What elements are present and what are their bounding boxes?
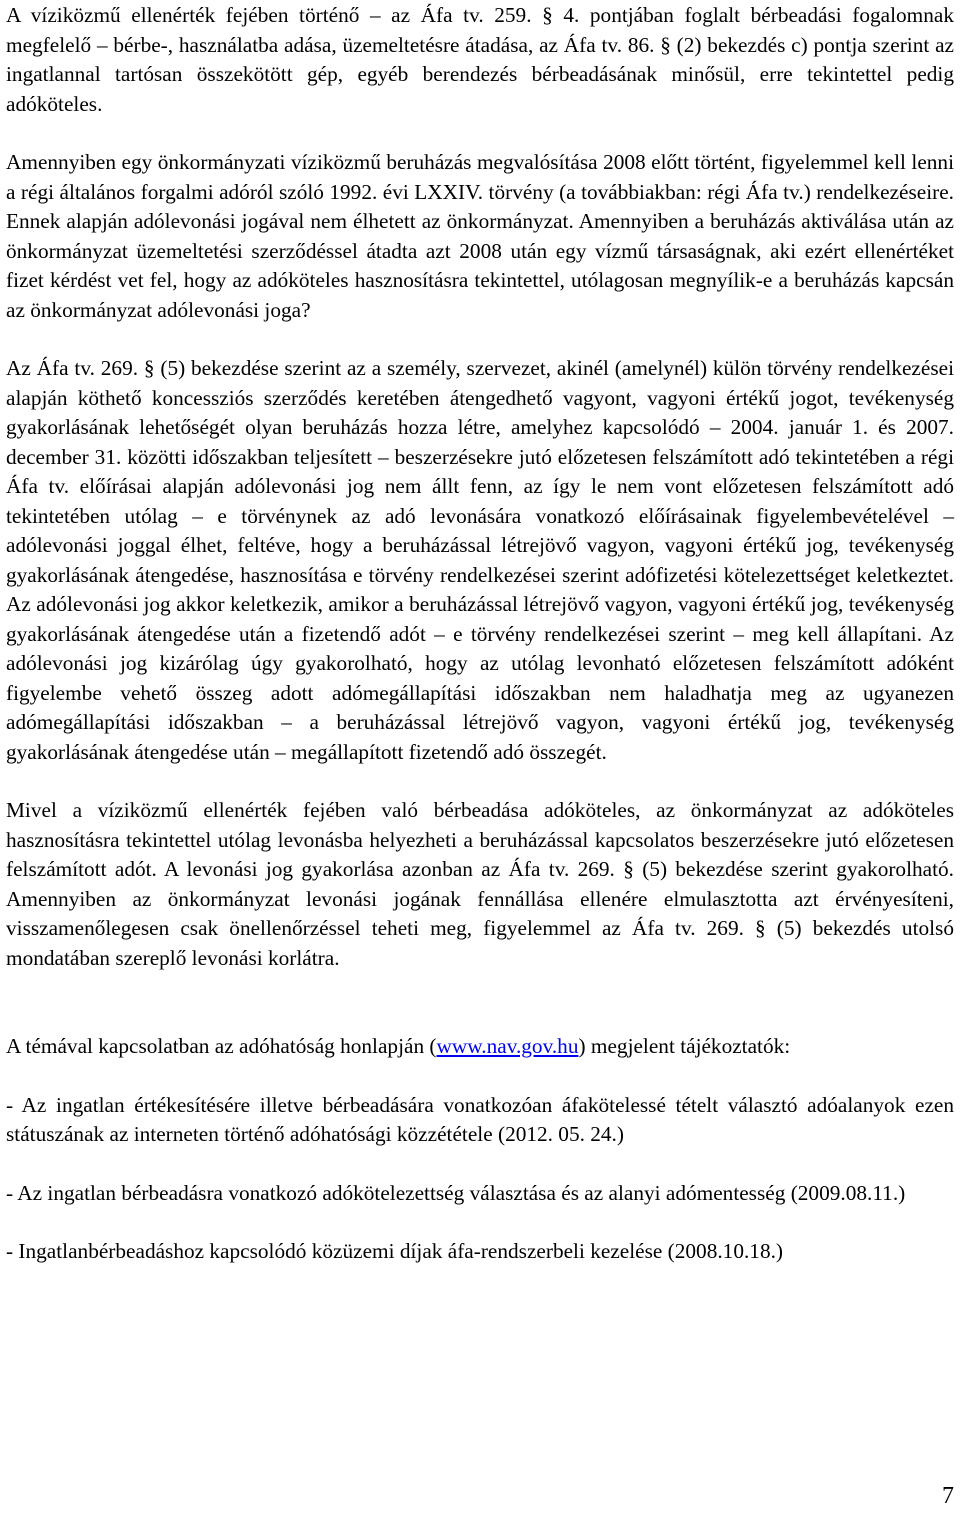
info-intro-before: A témával kapcsolatban az adóhatóság honlapján (	[6, 1034, 437, 1058]
info-intro	[6, 1032, 954, 1062]
page-number: 7	[942, 1483, 954, 1509]
paragraph-conclusion: Mivel a víziközmű ellenérték fejében való bérbeadása adóköteles, az önkormányzat az adóköteles hasznosításra tekintettel utólag levonásba helyezheti a beruházással kapcsolatos beszerzésekre jutó előzetesen felszámított adót. A levonási jog gyakorlása azonban az Áfa tv. 269. § (5) bekezdése szerint gyakorolható. Amennyiben az önkormányzat levonási jogának fennállása ellenére elmulasztotta azt érvényesíteni, visszamenőlegesen csak önellenőrzéssel teheti meg, figyelemmel az Áfa tv. 269. § (5) bekezdés utolsó mondatában szereplő levonási korlátra.	[6, 798, 954, 970]
paragraph-legal-provision: Az Áfa tv. 269. § (5) bekezdése szerint az a személy, szervezet, akinél (amelynél) külön törvény rendelkezései alapján köthető koncessziós szerződés keretében átengedhető vagyont, vagyoni értékű jogot, tevékenység gyakorlásának lehetőségét olyan beruházás hozza létre, amelyhez kapcsolódó – 2004. január 1. és 2007. december 31. közötti időszakban teljesített – beszerzésekre jutó előzetesen felszámított adó tekintetében a régi Áfa tv. előírásai alapján adólevonási jog nem állt fenn, az így le nem vont előzetesen felszámított adó tekintetében utólag – e törvénynek az adó levonására vonatkozó előírásainak figyelembevételével – adólevonási joggal élhet, feltéve, hogy a beruházással létrejövő vagyon, vagyoni értékű jog, tevékenység gyakorlásának átengedése, hasznosítása e törvény rendelkezései szerint adófizetési kötelezettséget keletkeztet. Az adólevonási jog akkor keletkezik, amikor a beruházással létrejövő vagyon, vagyoni értékű jog, tevékenység gyakorlásának átengedése után a fizetendő adót – e törvény rendelkezései szerint – meg kell állapítani. Az adólevonási jog kizárólag úgy gyakorolható, hogy az utólag levonható előzetesen felszámított adóként figyelembe vehető összeg adott adómegállapítási időszakban nem haladhatja meg az ugyanezen adómegállapítási időszakban – a beruházással létrejövő vagyon, vagyoni értékű jog, tevékenység gyakorlásának átengedése után – megállapított fizetendő adó összegét.	[6, 356, 954, 764]
info-item: - Az ingatlan értékesítésére illetve bérbeadására vonatkozóan áfakötelessé tételt választó adóalanyok ezen státuszának az interneten történő adóhatósági közzététele (2012. 05. 24.)	[6, 1092, 954, 1146]
document-page	[6, 0, 954, 1267]
nav-website-link[interactable]: www.nav.gov.hu	[436, 1034, 579, 1058]
paragraph-rental-vat: A víziközmű ellenérték fejében történő – az Áfa tv. 259. § 4. pontjában foglalt bérbeadási fogalomnak megfelelő – bérbe-, használatba adása, üzemeltetésre átadása, az Áfa tv. 86. § (2) bekezdés c) pontja szerint az ingatlannal tartósan összekötött gép, egyéb berendezés bérbeadásának minősül, erre tekintettel pedig adóköteles.	[6, 3, 954, 116]
info-item: - Az ingatlan bérbeadásra vonatkozó adókötelezettség választása és az alanyi adómentesség (2009.08.11.)	[6, 1180, 906, 1205]
info-item: - Ingatlanbérbeadáshoz kapcsolódó közüzemi díjak áfa-rendszerbeli kezelése (2008.10.18.)	[6, 1239, 784, 1263]
info-intro-after: ) megjelent tájékoztatók:	[578, 1034, 791, 1058]
paragraph-investment-question: Amennyiben egy önkormányzati víziközmű beruházás megvalósítása 2008 előtt történt, figyelemmel kell lenni a régi általános forgalmi adóról szóló 1992. évi LXXIV. törvény (a továbbiakban: régi Áfa tv.) rendelkezéseire. Ennek alapján adólevonási jogával nem élhetett az önkormányzat. Amennyiben a beruházás aktiválása után az önkormányzat üzemeltetési szerződéssel átadta azt 2008 után egy vízmű társaságnak, aki ezért ellenértéket fizet kérdést vet fel, hogy az adóköteles hasznosításra tekintettel, utólagosan megnyílik-e a beruházás kapcsán az önkormányzat adólevonási joga?	[6, 150, 954, 322]
